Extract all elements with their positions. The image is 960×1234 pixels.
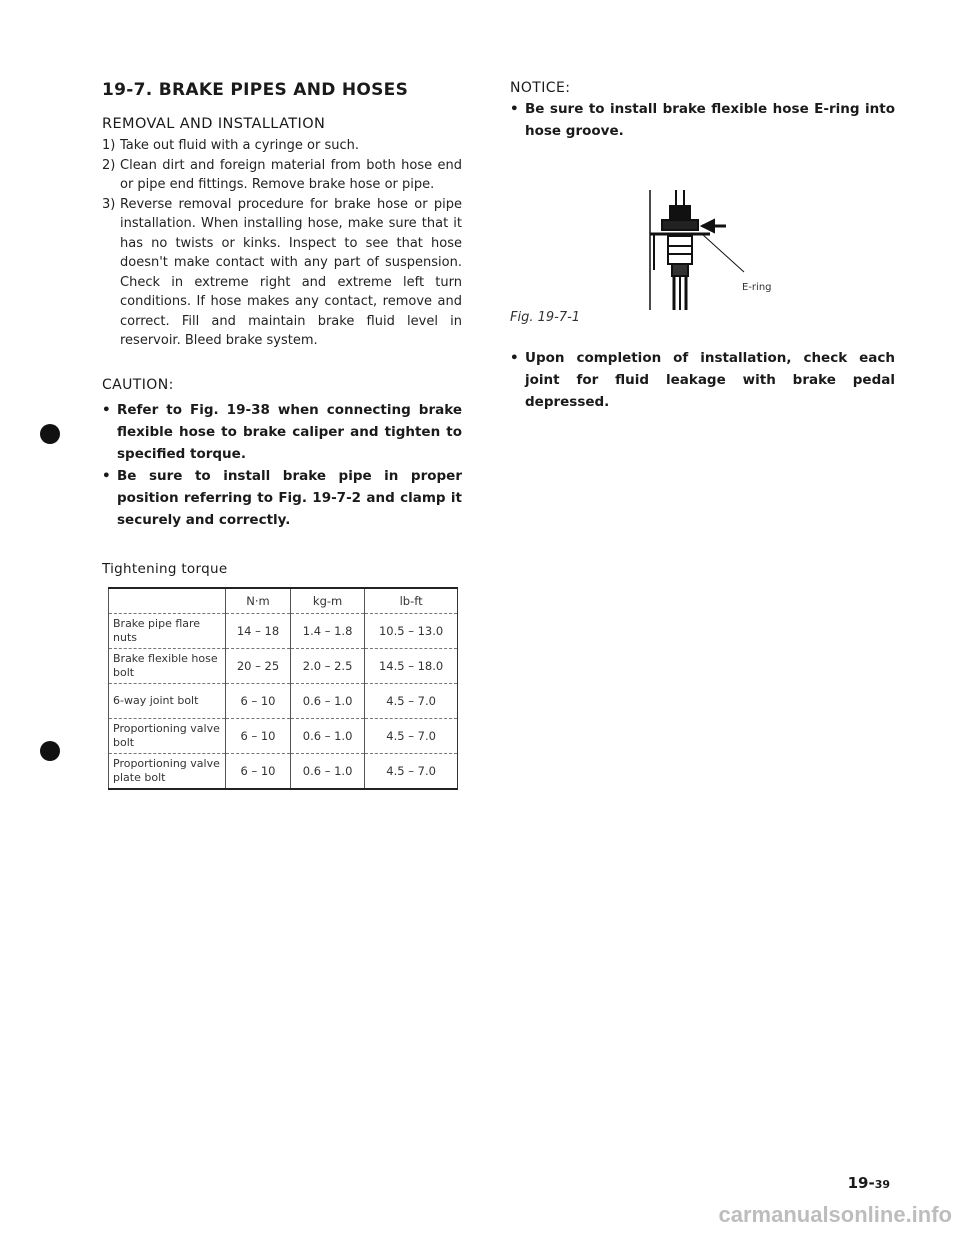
table-cell: 0.6 – 1.0 (290, 753, 364, 789)
notice-text: Be sure to install brake flexible hose E-ring into hose groove. (525, 101, 895, 139)
removal-step (102, 156, 462, 195)
table-cell: 2.0 – 2.5 (290, 648, 364, 683)
table-row (109, 648, 458, 683)
table-cell: 4.5 – 7.0 (365, 718, 458, 753)
punch-hole-top (40, 424, 60, 444)
table-cell: 0.6 – 1.0 (290, 683, 364, 718)
table-cell: 6 – 10 (226, 753, 291, 789)
row-label: Proportioning valve bolt (109, 718, 226, 753)
table-cell: 6 – 10 (226, 718, 291, 753)
removal-step (102, 195, 462, 351)
torque-table (108, 587, 458, 790)
table-cell: 20 – 25 (226, 648, 291, 683)
notice-text: Upon completion of installation, check each joint for fluid leakage with brake pedal depressed. (525, 350, 895, 410)
step-number: 3) (102, 196, 116, 212)
watermark: carmanualsonline.info (718, 1202, 952, 1227)
table-cell: 1.4 – 1.8 (290, 613, 364, 648)
caution-text: Refer to Fig. 19-38 when connecting brake flexible hose to brake caliper and tighten to specified torque. (117, 401, 462, 462)
caution-item (102, 399, 462, 465)
page-number-sub: 39 (874, 1178, 890, 1191)
right-column (510, 80, 895, 413)
bullet-icon: • (510, 101, 519, 117)
table-row (109, 718, 458, 753)
bullet-icon: • (510, 350, 519, 366)
step-text: Clean dirt and foreign material from both hose end or pipe end fittings. Remove brake hose or pipe. (120, 157, 462, 192)
notice-list (510, 98, 895, 142)
table-cell: 10.5 – 13.0 (365, 613, 458, 648)
row-label: Brake flexible hose bolt (109, 648, 226, 683)
caution-heading: CAUTION: (102, 376, 174, 393)
bullet-icon: • (102, 467, 111, 484)
removal-heading: REMOVAL AND INSTALLATION (102, 116, 326, 132)
page-number-main: 19- (847, 1174, 875, 1192)
table-cell: 6 – 10 (226, 683, 291, 718)
table-cell: 4.5 – 7.0 (365, 683, 458, 718)
table-cell: 0.6 – 1.0 (290, 718, 364, 753)
page-number (848, 1174, 890, 1192)
notice-item (510, 98, 895, 142)
bullet-icon: • (102, 401, 111, 418)
notice-item (510, 347, 895, 413)
caution-list (102, 399, 462, 531)
row-label: Brake pipe flare nuts (109, 613, 226, 648)
table-cell: 14 – 18 (226, 613, 291, 648)
torque-heading: Tightening torque (102, 560, 228, 577)
punch-hole-bottom (40, 741, 60, 761)
step-number: 2) (102, 157, 116, 173)
table-row (109, 683, 458, 718)
table-cell: 4.5 – 7.0 (365, 753, 458, 789)
table-cell: 14.5 – 18.0 (365, 648, 458, 683)
caution-item (102, 465, 462, 531)
removal-step (102, 136, 462, 156)
table-header-row (109, 588, 458, 614)
section-title: 19-7. BRAKE PIPES AND HOSES (102, 80, 409, 100)
column-header (109, 588, 226, 614)
table-row (109, 613, 458, 648)
removal-steps (102, 136, 462, 351)
e-ring-figure (510, 190, 895, 310)
step-text: Take out fluid with a cyringe or such. (120, 138, 359, 153)
column-header: N·m (226, 588, 291, 614)
column-header: kg-m (290, 588, 364, 614)
row-label: Proportioning valve plate bolt (109, 753, 226, 789)
step-number: 1) (102, 138, 116, 153)
notice-heading: NOTICE: (510, 80, 571, 96)
e-ring-label: E-ring (742, 282, 772, 293)
notice-list-2 (510, 347, 895, 413)
figure-caption: Fig. 19-7-1 (510, 310, 581, 325)
table-row (109, 753, 458, 789)
left-column (102, 80, 462, 790)
step-text: Reverse removal procedure for brake hose or pipe installation. When installing hose, make sure that it has no twists or kinks. Inspect to see that hose doesn't make contact with any part of suspension. Check in extreme right and extreme left turn conditions. If hose makes any contact, remove and correct. Fill and maintain brake fluid level in reservoir. Bleed brake system. (120, 196, 462, 348)
caution-text: Be sure to install brake pipe in proper position referring to Fig. 19-7-2 and clamp it securely and correctly. (117, 467, 462, 528)
row-label: 6-way joint bolt (109, 683, 226, 718)
column-header: lb-ft (365, 588, 458, 614)
hose-fitting-illustration (640, 190, 800, 310)
